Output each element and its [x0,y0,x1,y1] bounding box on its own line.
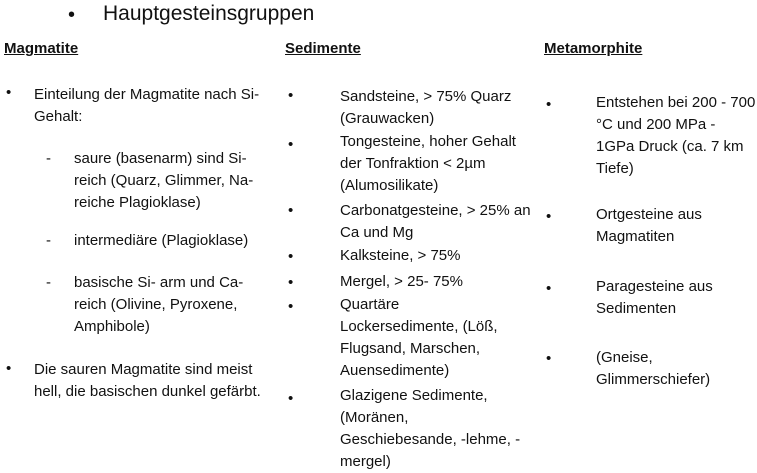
sedimente-item-1: Tongesteine, hoher Gehalt der Tonfraktion < 2µm (Alumosilikate) [340,133,516,194]
sedimente-item-2: Carbonatgesteine, > 25% an Ca und Mg [340,202,531,241]
heading-magmatite: Magmatite [4,40,79,57]
metamorphite-item-0: Entstehen bei 200 - 700 °C und 200 MPa - 1GPa Druck (ca. 7 km Tiefe) [596,94,756,177]
bullet-sed-5: • [288,298,294,315]
magmatite-intro: Einteilung der Magmatite nach Si- Gehalt: [34,86,260,125]
bullet-sed-3: • [288,248,294,265]
heading-sedimente: Sedimente [285,40,361,57]
metamorphite-item-2: Paragesteine aus Sedimenten [596,278,713,317]
sedimente-item-3: Kalksteine, > 75% [340,247,461,264]
page-title: Hauptgesteinsgruppen [103,2,315,25]
title-bullet: • [68,4,76,26]
sedimente-item-5: Quartäre Lockersedimente, (Löß, Flugsand, Marschen, Auensedimente) [340,296,498,379]
magmatite-sub-1: intermediäre (Plagioklase) [74,232,249,249]
dash-sub-0: - [46,150,51,167]
dash-sub-2: - [46,274,51,291]
dash-sub-1: - [46,232,51,249]
bullet-meta-3: • [546,350,552,367]
metamorphite-item-3: (Gneise, Glimmerschiefer) [596,349,711,388]
bullet-meta-1: • [546,208,552,225]
bullet-sed-2: • [288,202,294,219]
bullet-sed-4: • [288,274,294,291]
bullet-sed-1: • [288,136,294,153]
bullet-sed-0: • [288,87,294,104]
metamorphite-item-1: Ortgesteine aus Magmatiten [596,206,702,245]
magmatite-sub-0: saure (basenarm) sind Si-reich (Quarz, Glimmer, Na-reiche Plagioklase) [74,150,254,211]
bullet-magmatite-intro: • [6,84,12,101]
sedimente-item-6: Glazigene Sedimente, (Moränen, Geschiebesande, -lehme, -mergel) [340,387,521,470]
bullet-meta-2: • [546,280,552,297]
sedimente-item-0: Sandsteine, > 75% Quarz (Grauwacken) [340,88,512,127]
magmatite-sub-2: basische Si- arm und Ca-reich (Olivine, Pyroxene, Amphibole) [74,274,244,335]
heading-metamorphite: Metamorphite [544,40,643,57]
bullet-meta-0: • [546,96,552,113]
sedimente-item-4: Mergel, > 25- 75% [340,273,463,290]
bullet-sed-6: • [288,390,294,407]
magmatite-outro: Die sauren Magmatite sind meist hell, die basischen dunkel gefärbt. [34,361,261,400]
bullet-magmatite-outro: • [6,360,12,377]
